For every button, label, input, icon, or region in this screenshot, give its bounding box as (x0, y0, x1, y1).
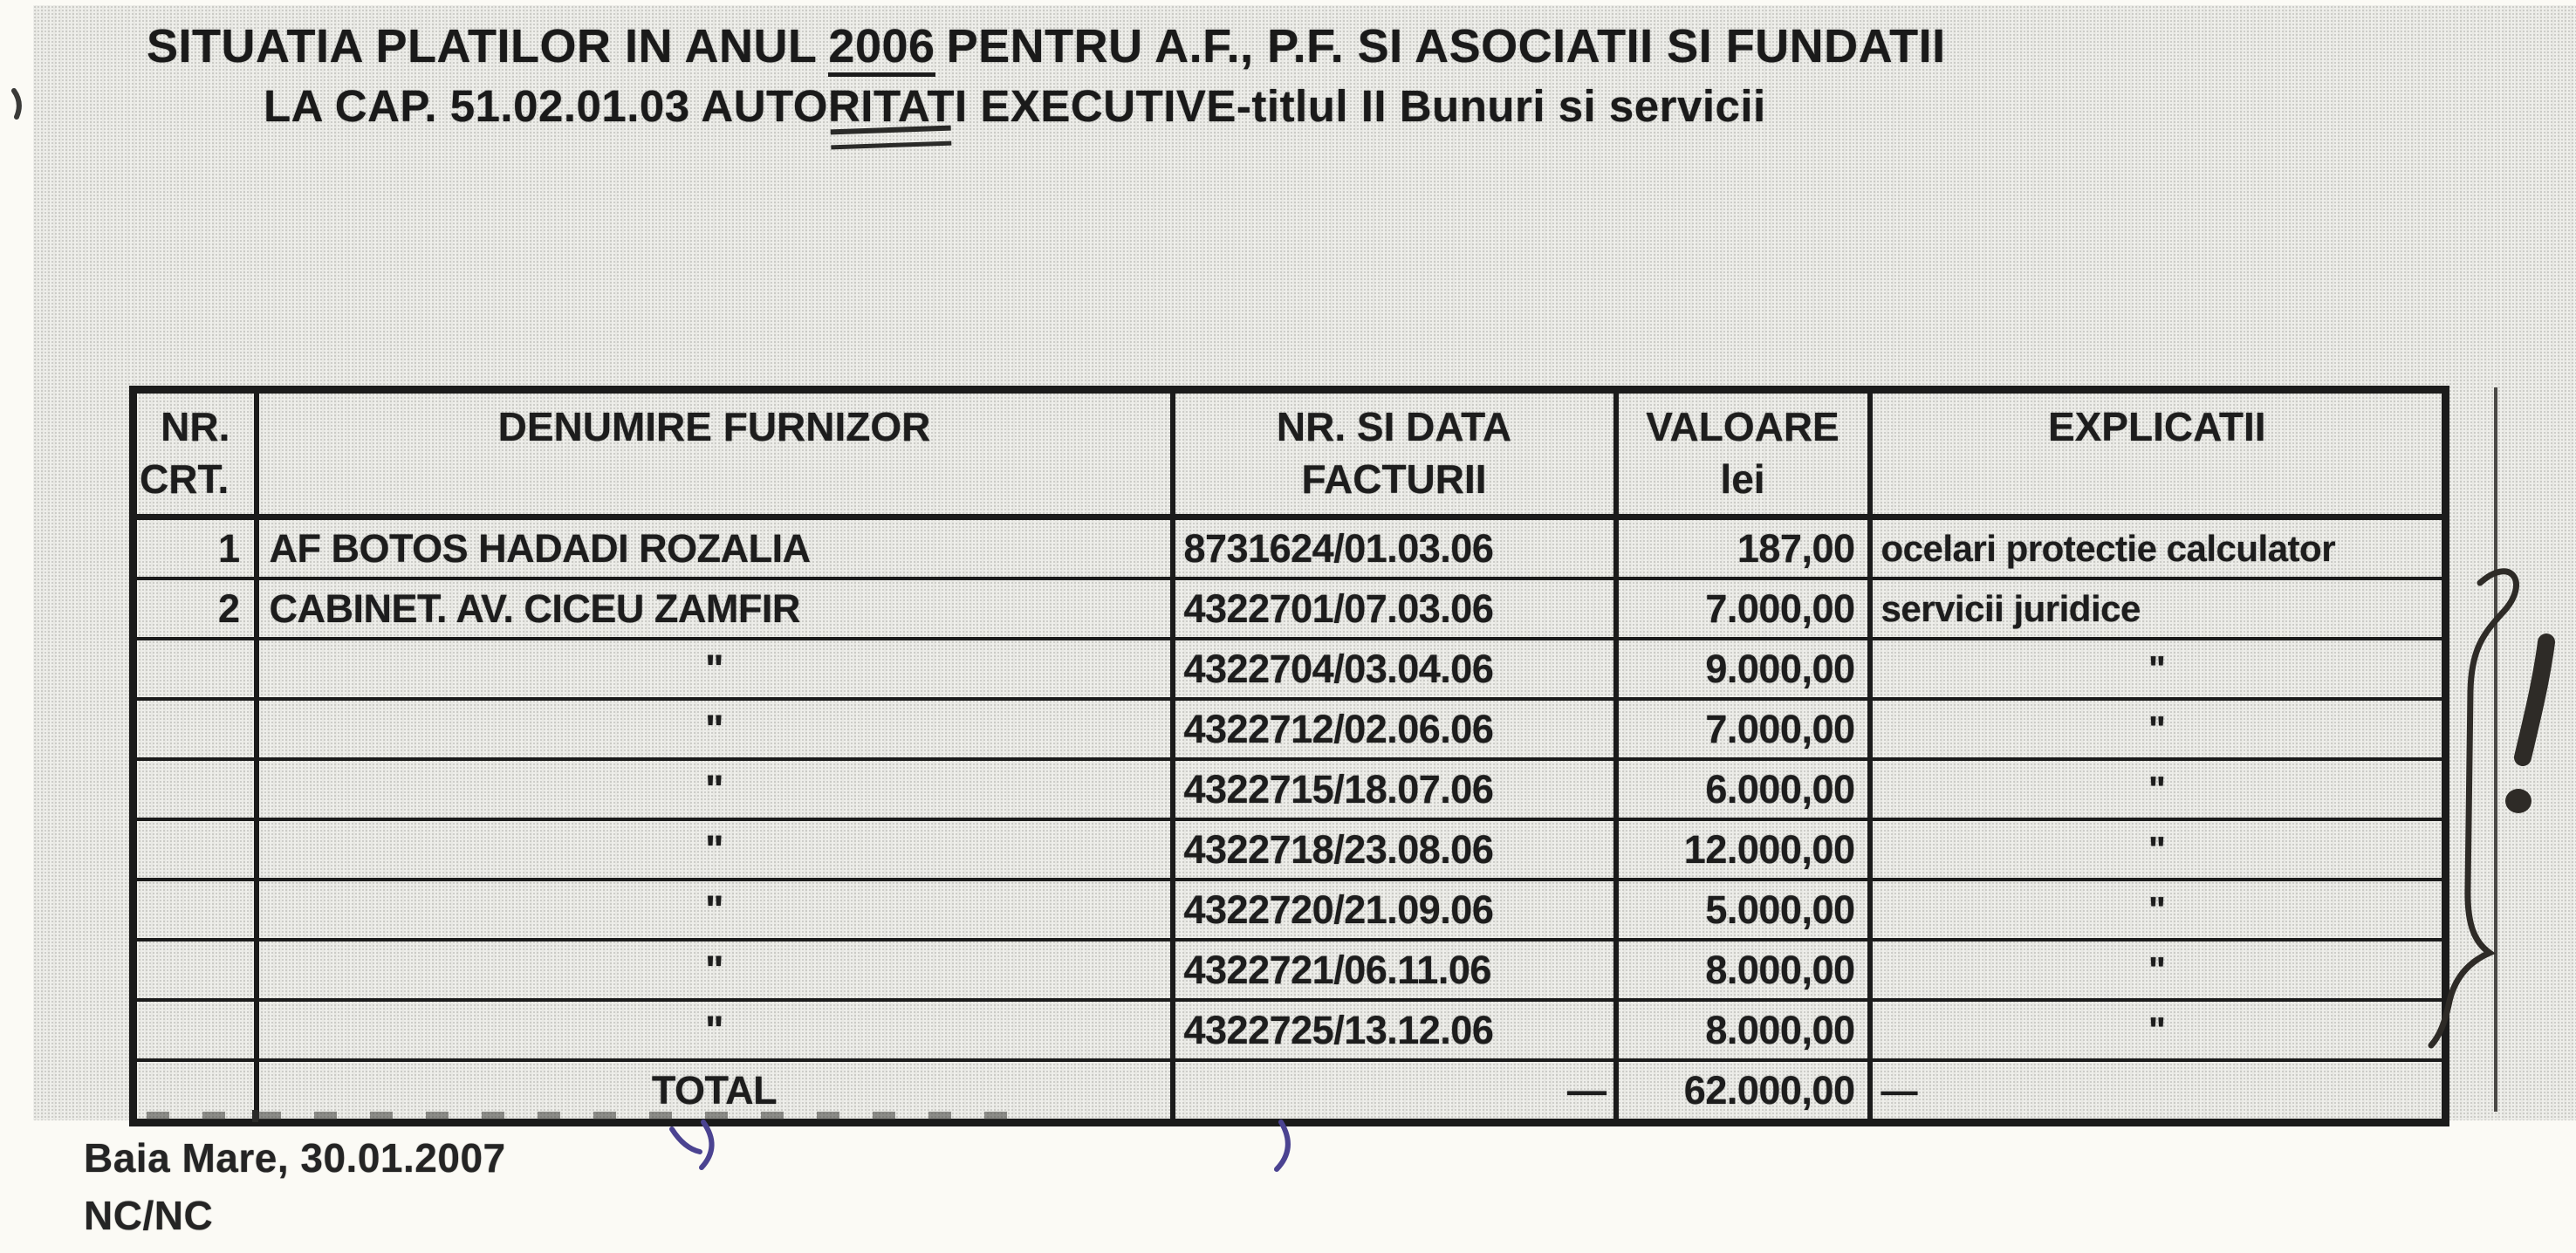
denumire-cell: " (257, 639, 1173, 699)
col-header-nr-si-data-facturii: NR. SI DATA FACTURII (1173, 390, 1616, 517)
denumire-cell: " (257, 819, 1173, 880)
table-row (134, 699, 2446, 759)
nr-crt-cell (134, 880, 257, 940)
pen-paren-left-icon (702, 1122, 712, 1167)
valoare-cell: 8.000,00 (1616, 940, 1870, 1000)
valoare-cell: 8.000,00 (1616, 1000, 1870, 1060)
title-part-before-year: SITUATIA PLATILOR IN ANUL (147, 20, 818, 72)
valoare-cell: 6.000,00 (1616, 759, 1870, 819)
table-row (134, 819, 2446, 880)
nr-crt-cell (134, 819, 257, 880)
pen-tick-left-icon (672, 1129, 700, 1152)
factura-cell: 4322721/06.11.06 (1173, 940, 1616, 1000)
table-row (134, 759, 2446, 819)
explicatii-cell: " (1870, 940, 2446, 1000)
explicatii-cell: " (1870, 639, 2446, 699)
valoare-cell: 62.000,00 (1616, 1060, 1870, 1123)
factura-cell: 8731624/01.03.06 (1173, 517, 1616, 579)
pen-paren-right-icon (1277, 1122, 1288, 1169)
title-part-after-year: PENTRU A.F., P.F. SI ASOCIATII SI FUNDATII (946, 20, 1946, 72)
nr-crt-cell: 2 (134, 579, 257, 639)
explicatii-cell: " (1870, 819, 2446, 880)
factura-cell: 4322718/23.08.06 (1173, 819, 1616, 880)
denumire-cell: " (257, 880, 1173, 940)
pen-apostrophe-icon (14, 91, 19, 117)
valoare-cell: 12.000,00 (1616, 819, 1870, 880)
factura-cell: 4322715/18.07.06 (1173, 759, 1616, 819)
nr-crt-cell (134, 1000, 257, 1060)
denumire-cell: " (257, 759, 1173, 819)
document-title-line2: LA CAP. 51.02.01.03 AUTORITATI EXECUTIVE-titlul II Bunuri si servicii (264, 81, 1766, 131)
nr-crt-cell (134, 639, 257, 699)
col-header-explicatii: EXPLICATII (1870, 390, 2446, 517)
denumire-cell: " (257, 1000, 1173, 1060)
denumire-cell: " (257, 699, 1173, 759)
explicatii-cell: " (1870, 1000, 2446, 1060)
denumire-cell: AF BOTOS HADADI ROZALIA (257, 517, 1173, 579)
table-header (134, 390, 2446, 517)
explicatii-cell: — (1870, 1060, 2446, 1123)
table-row (134, 579, 2446, 639)
year-double-underline-mark (831, 126, 952, 150)
factura-cell: 4322712/02.06.06 (1173, 699, 1616, 759)
nr-crt-cell: 1 (134, 517, 257, 579)
footer-initials: NC/NC (84, 1193, 214, 1238)
factura-cell: 4322725/13.12.06 (1173, 1000, 1616, 1060)
denumire-cell: TOTAL (257, 1060, 1173, 1123)
table-row (134, 880, 2446, 940)
document-title-line1 (147, 19, 1946, 73)
factura-cell: — (1173, 1060, 1616, 1123)
header-row (134, 390, 2446, 517)
title-year-underlined: 2006 (828, 20, 935, 77)
valoare-cell: 5.000,00 (1616, 880, 1870, 940)
explicatii-cell: " (1870, 880, 2446, 940)
table-row (134, 940, 2446, 1000)
table-body (134, 517, 2446, 1123)
col-header-nr-crt: NR. CRT. (134, 390, 257, 517)
factura-cell: 4322701/07.03.06 (1173, 579, 1616, 639)
explicatii-cell: " (1870, 759, 2446, 819)
clipped-next-row-artifact (147, 1112, 1037, 1119)
table-row (134, 1000, 2446, 1060)
nr-crt-cell (134, 699, 257, 759)
factura-cell: 4322720/21.09.06 (1173, 880, 1616, 940)
table-row (134, 517, 2446, 579)
border-stub-artifact (252, 1110, 258, 1122)
footer-place-date: Baia Mare, 30.01.2007 (84, 1135, 506, 1181)
explicatii-cell: " (1870, 699, 2446, 759)
denumire-cell: CABINET. AV. CICEU ZAMFIR (257, 579, 1173, 639)
table-outer-right-border-line (2494, 387, 2497, 1112)
nr-crt-cell (134, 940, 257, 1000)
valoare-cell: 9.000,00 (1616, 639, 1870, 699)
nr-crt-cell (134, 759, 257, 819)
valoare-cell: 187,00 (1616, 517, 1870, 579)
col-header-denumire-furnizor: DENUMIRE FURNIZOR (257, 390, 1173, 517)
table-row (134, 639, 2446, 699)
valoare-cell: 7.000,00 (1616, 699, 1870, 759)
explicatii-cell: ocelari protectie calculator (1870, 517, 2446, 579)
explicatii-cell: servicii juridice (1870, 579, 2446, 639)
payments-table (129, 386, 2449, 1126)
factura-cell: 4322704/03.04.06 (1173, 639, 1616, 699)
col-header-valoare-lei: VALOARE lei (1616, 390, 1870, 517)
denumire-cell: " (257, 940, 1173, 1000)
valoare-cell: 7.000,00 (1616, 579, 1870, 639)
